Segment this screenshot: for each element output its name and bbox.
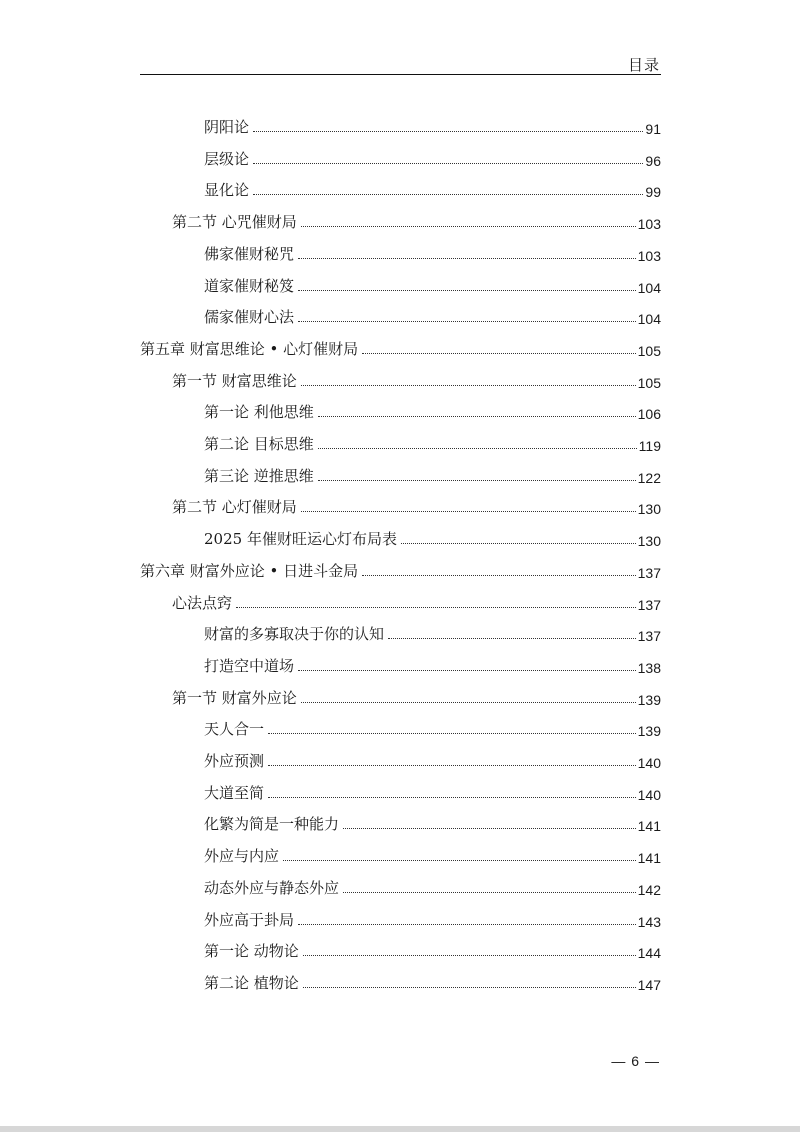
toc-entry-page-number: 96: [645, 152, 661, 169]
toc-entry-title: 第六章 财富外应论 • 日进斗金局: [140, 561, 359, 580]
toc-entry[interactable]: [204, 232, 661, 264]
toc-entry[interactable]: [204, 961, 661, 993]
toc-entry-page-number: 99: [645, 184, 661, 201]
dot-leader: [301, 701, 636, 703]
toc-entry-page-number: 103: [637, 216, 661, 233]
toc-entry-page-number: 138: [637, 659, 661, 676]
dot-leader: [268, 796, 636, 798]
toc-entry-title: 大道至简: [204, 783, 265, 802]
toc-entry-page-number: 119: [638, 438, 661, 454]
toc-entry-title: 化繁为简是一种能力: [204, 815, 340, 834]
toc-entry[interactable]: [172, 359, 661, 391]
dot-leader: [253, 193, 643, 195]
dot-leader: [298, 320, 636, 322]
toc-entry-title: 天人合一: [204, 720, 265, 739]
toc-entry-title: 第一论 利他思维: [204, 403, 314, 422]
toc-entry[interactable]: [204, 929, 661, 961]
toc-entry-page-number: 141: [637, 818, 661, 835]
dot-leader: [298, 289, 636, 291]
toc-entry-title: 第二节 心咒催财局: [172, 213, 297, 232]
dot-leader: [301, 225, 636, 227]
toc-entry[interactable]: [204, 422, 661, 454]
toc-entry[interactable]: [204, 454, 661, 486]
toc-entry[interactable]: [204, 739, 661, 771]
toc-entry[interactable]: [140, 549, 661, 581]
dot-leader: [303, 954, 636, 956]
dot-leader: [318, 447, 637, 449]
dot-leader: [253, 130, 643, 132]
toc-entry-page-number: 144: [637, 945, 661, 962]
toc-entry-page-number: 140: [637, 755, 661, 771]
toc-entry[interactable]: [204, 517, 661, 549]
toc-entry-title: 第二节 心灯催财局: [172, 498, 297, 517]
header-rule: [140, 74, 661, 75]
toc-entry-title: 财富的多寡取决于你的认知: [204, 625, 385, 644]
toc-entry-page-number: 105: [637, 342, 661, 359]
toc-entry-page-number: 140: [637, 786, 661, 803]
toc-entry[interactable]: [204, 264, 661, 296]
scan-bottom-edge: [0, 1126, 800, 1132]
dot-leader: [362, 574, 635, 576]
toc-entry[interactable]: [204, 612, 661, 644]
toc-entry[interactable]: [140, 327, 661, 359]
page-number: — 6 —: [611, 1053, 660, 1069]
running-header-title: 目录: [627, 56, 660, 74]
toc-entry-page-number: 104: [637, 279, 661, 296]
dot-leader: [268, 764, 636, 766]
toc-entry-page-number: 105: [637, 374, 661, 391]
toc-entry[interactable]: [204, 707, 661, 739]
toc-entry-page-number: 130: [637, 533, 661, 550]
dot-leader: [388, 637, 636, 639]
toc-entry[interactable]: [204, 137, 661, 169]
toc-entry-page-number: 104: [637, 311, 661, 328]
toc-entry-title: 打造空中道场: [204, 656, 295, 675]
toc-entry-page-number: 143: [637, 913, 661, 930]
toc-entry[interactable]: [172, 485, 661, 517]
dot-leader: [301, 384, 636, 386]
toc-entry-title: 动态外应与静态外应: [204, 878, 340, 897]
toc-entry-title: 第二论 目标思维: [204, 435, 314, 453]
toc-entry-title: 第一节 财富外应论: [172, 688, 297, 707]
toc-entry-page-number: 137: [637, 628, 661, 645]
dot-leader: [298, 669, 636, 671]
toc-entry-page-number: 141: [637, 850, 661, 867]
toc-entry-title: 阴阳论: [204, 118, 250, 136]
toc-entry[interactable]: [204, 802, 661, 834]
toc-entry-title: 2025 年催财旺运心灯布局表: [204, 530, 397, 549]
toc-entry[interactable]: [172, 676, 661, 708]
dot-leader: [298, 257, 636, 259]
dot-leader: [343, 827, 636, 829]
toc-entry-page-number: 137: [637, 596, 661, 613]
toc-entry-title: 第一论 动物论: [204, 942, 299, 961]
toc-entry-title: 第五章 财富思维论 • 心灯催财局: [140, 339, 359, 358]
dot-leader: [303, 986, 636, 988]
dot-leader: [301, 510, 636, 512]
toc-entry-title: 道家催财秘笈: [204, 276, 295, 295]
toc-entry-title: 外应高于卦局: [204, 910, 295, 929]
toc-entry-title: 显化论: [204, 181, 250, 200]
dot-leader: [362, 352, 635, 354]
toc-entry[interactable]: [204, 834, 661, 866]
toc-entry[interactable]: [204, 898, 661, 930]
dot-leader: [268, 732, 636, 734]
toc-entry-title: 层级论: [204, 149, 250, 168]
toc-entry-page-number: 130: [637, 501, 661, 518]
dot-leader: [236, 606, 636, 608]
dot-leader: [318, 479, 636, 481]
dot-leader: [298, 923, 636, 925]
toc-entry[interactable]: [204, 105, 661, 137]
toc-entry-page-number: 91: [645, 121, 661, 137]
toc-entry[interactable]: [172, 581, 661, 613]
toc-entry[interactable]: [172, 200, 661, 232]
toc-entry-page-number: 142: [637, 881, 661, 898]
toc-entry[interactable]: [204, 390, 661, 422]
dot-leader: [401, 542, 636, 544]
dot-leader: [283, 859, 636, 861]
toc-entry-title: 佛家催财秘咒: [204, 244, 295, 263]
toc-entry-page-number: 139: [637, 691, 661, 708]
toc-entry[interactable]: [204, 644, 661, 676]
toc-entry-title: 第一节 财富思维论: [172, 371, 297, 390]
toc-entry-title: 心法点窍: [172, 593, 233, 612]
toc-entry[interactable]: [204, 866, 661, 898]
toc-entry-title: 第三论 逆推思维: [204, 466, 314, 485]
toc-entry[interactable]: [204, 295, 661, 327]
toc-entry-title: 儒家催财心法: [204, 308, 295, 327]
toc-entry-page-number: 139: [637, 723, 661, 740]
toc-entry-title: 外应预测: [204, 752, 265, 770]
dot-leader: [343, 891, 636, 893]
toc-entry-page-number: 106: [637, 406, 661, 423]
toc-entry-title: 第二论 植物论: [204, 973, 299, 992]
toc-entry-title: 外应与内应: [204, 847, 280, 866]
dot-leader: [253, 162, 643, 164]
toc-entry[interactable]: [204, 771, 661, 803]
toc-entry-page-number: 137: [637, 564, 661, 581]
toc-entry-page-number: 147: [637, 976, 661, 993]
toc-entry-page-number: 103: [637, 247, 661, 264]
toc-entry-page-number: 122: [637, 469, 661, 486]
toc-entry[interactable]: [204, 168, 661, 200]
dot-leader: [318, 415, 636, 417]
